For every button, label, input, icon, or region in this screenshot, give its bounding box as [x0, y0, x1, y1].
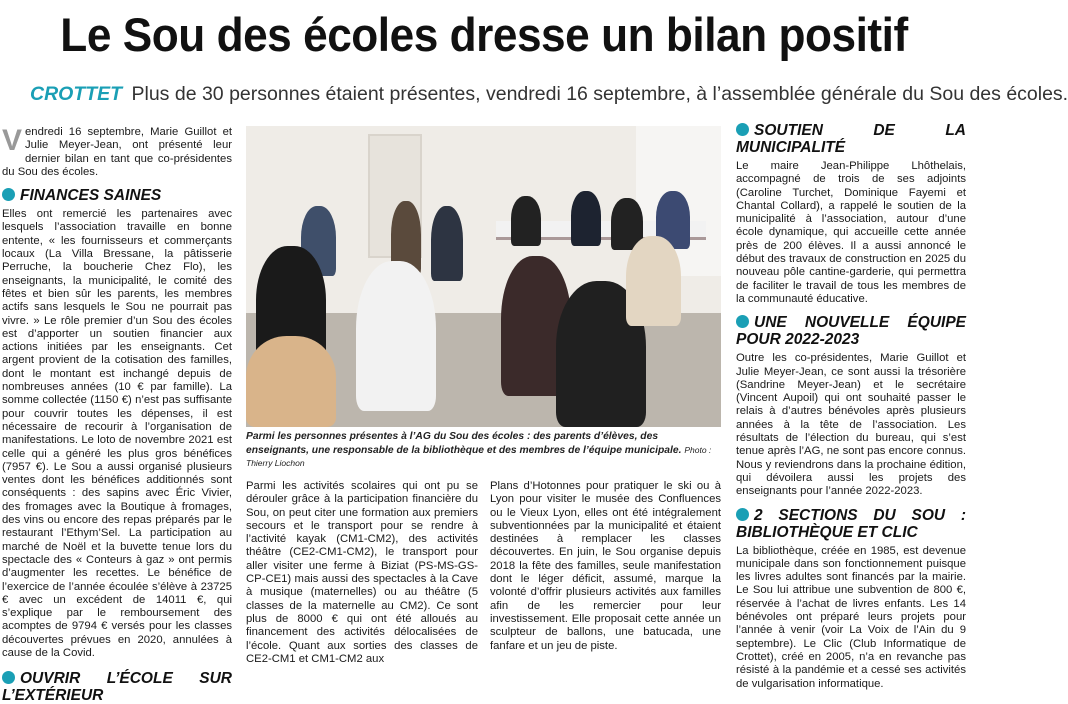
kicker-location: CROTTET: [30, 83, 122, 105]
intro-paragraph: Vendredi 16 septembre, Marie Guillot et Julie Meyer-Jean, ont présenté leur dernier bilan en tant que co-présidentes du Sou des écoles.: [2, 126, 232, 179]
column-4: [736, 120, 966, 640]
lead-line: [30, 82, 960, 106]
subhead-ouvrir: OUVRIR L’ÉCOLE SUR L’EXTÉRIEUR: [2, 670, 232, 704]
lead-text: Plus de 30 personnes étaient présentes, vendredi 16 septembre, à l’assemblée générale du Sou des écoles.: [132, 83, 1068, 105]
article-photo: [246, 126, 721, 427]
column-3: Plans d’Hotonnes pour pratiquer le ski ou à Lyon pour visiter le musée des Confluences ou le Vieux Lyon, elles ont été intégralement subventionnées par la municipalité et étaient destinées à remplacer les classes découvertes. En juin, le Sou organise depuis 2018 la fête des familles, seule manifestation dont le léger déficit, assumé, marque la volonté d’offrir plusieurs activités aux familles afin de les remercier pour leur investissement. Elle proposait cette année un sculpteur de ballons, une batucada, une fanfare et un jeu de piste.: [490, 480, 721, 640]
subhead-sections: 2 SECTIONS DU SOU : BIBLIOTHÈQUE ET CLIC: [736, 507, 966, 541]
column-2: Parmi les activités scolaires qui ont pu se dérouler grâce à la participation financière du Sou, on peut citer une formation aux premiers secours et le transport pour se rendre à l’activité kayak (CM1-CM2), des activités théâtre (CE2-CM1-CM2), le transport pour aller visiter une ferme à Biziat (PS-MS-GS-CP-CE1) mais aussi des spectacles à la Cave à musique (maternelles) ou au théâtre (5 classes de la maternelle au CM2). Ce sont plus de 8000 € qui ont été alloués au financement des activités délocalisées de l’école. Quant aux sorties des classes de CE2-CM1 et CM1-CM2 aux: [246, 480, 478, 640]
bullet-icon: [2, 671, 15, 684]
headline: Le Sou des écoles dresse un bilan positif: [29, 6, 939, 64]
photo-caption: Parmi les personnes présentes à l’AG du Sou des écoles : des parents d’élèves, des enseignants, une responsable de la bibliothèque et des membres de l’équipe municipale. Photo : Thierry Liochon: [246, 431, 721, 471]
bullet-icon: [736, 315, 749, 328]
subhead-municipalite: SOUTIEN DE LA MUNICIPALITÉ: [736, 122, 966, 156]
sections-body: La bibliothèque, créée en 1985, est devenue municipale dans son fonctionnement puisque les livres adultes sont financés par la mairie. Le Sou lui attribue une subvention de 800 €, réservée à l’achat de livres enfants. Les 14 bénévoles ont préparé leurs projets pour l’année à venir (voir La Voix de l’Ain du 9 septembre). Le Clic (Club Informatique de Crottet), créé en 2005, n’a en revanche pas résisté à la pandémie et a cessé ses activités de vulgarisation informatique.: [736, 545, 966, 691]
municipalite-body: Le maire Jean-Philippe Lhôthelais, accompagné de trois de ses adjoints (Caroline Turchet, Dominique Fayemi et Chantal Collard), a rappelé le soutien de la municipalité à l’association, autour d’une école dynamique, qui accueille cette année près de 200 élèves. Il a aussi annoncé le début des travaux de construction en 2025 du nouveau pôle cantine-garderie, qui permettra de faciliter le travail de tous les membres de la communauté éducative.: [736, 160, 966, 306]
column-1: [2, 126, 232, 640]
finances-body: Elles ont remercié les partenaires avec lesquels l’association travaille en bonne entente, « les fournisseurs et commerçants locaux (La Villa Bressane, la pâtisserie Perruche, la boucherie Chez Flo), les enseignants, la municipalité, le comité des fêtes et bien sûr les parents, les membres actifs sans lesquels le Sou ne pourrait pas vivre. » Le rôle premier d’un Sou des écoles est d’apporter un soutien financier aux actions initiées par les enseignants. Cet argent provient de la cotisation des familles, dont le montant est inchangé depuis de nombreuses années (10 € par famille). La somme collectée (1150 €) n’est pas suffisante pour couvrir toutes les dépenses, il est nécessaire de recourir à l’organisation de manifestations. Le loto de novembre 2021 est celle qui a généré les plus gros bénéfices (7957 €). Le Sou a aussi organisé plusieurs ventes dont les bénéfices additionnés sont conséquents : des sapins avec Éric Vivier, des fromages avec la Boutique à fromages, des vins ou encore des repas préparés par le restaurant l’Ethym’Sel. La participation au marché de Noël et la buvette tenue lors du spectacle des « Conteurs à gaz » ont permis d’augmenter les recettes. Le bénéfice de l’exercice de l’année écoulée s’élève à 23725 € avec un excédent de 14011 €, qui s’explique par le remboursement des acomptes de 9794 € versés pour les classes découvertes prévues en 2020, annulées à cause de la Covid.: [2, 208, 232, 660]
bullet-icon: [736, 123, 749, 136]
equipe-body: Outre les co-présidentes, Marie Guillot et Julie Meyer-Jean, ce sont aussi la trésorière (Sandrine Meyer-Jean) et le secrétaire (Vincent Aupoil) qui ont souhaité passer le relais à d’autres bénévoles après plusieurs années à la tête de l’association. Les résultats de l’élection du bureau, qui s’est tenue après l’AG, ne sont pas encore connus. Nous y reviendrons dans la prochaine édition, qui dévoilera aussi les projets des enseignants pour l’année 2022-2023.: [736, 352, 966, 498]
photo-credit: Photo : Thierry Liochon: [246, 445, 711, 469]
subhead-finances: FINANCES SAINES: [2, 187, 232, 204]
subhead-equipe: UNE NOUVELLE ÉQUIPE POUR 2022-2023: [736, 314, 966, 348]
bullet-icon: [736, 508, 749, 521]
bullet-icon: [2, 188, 15, 201]
dropcap: V: [2, 128, 22, 154]
